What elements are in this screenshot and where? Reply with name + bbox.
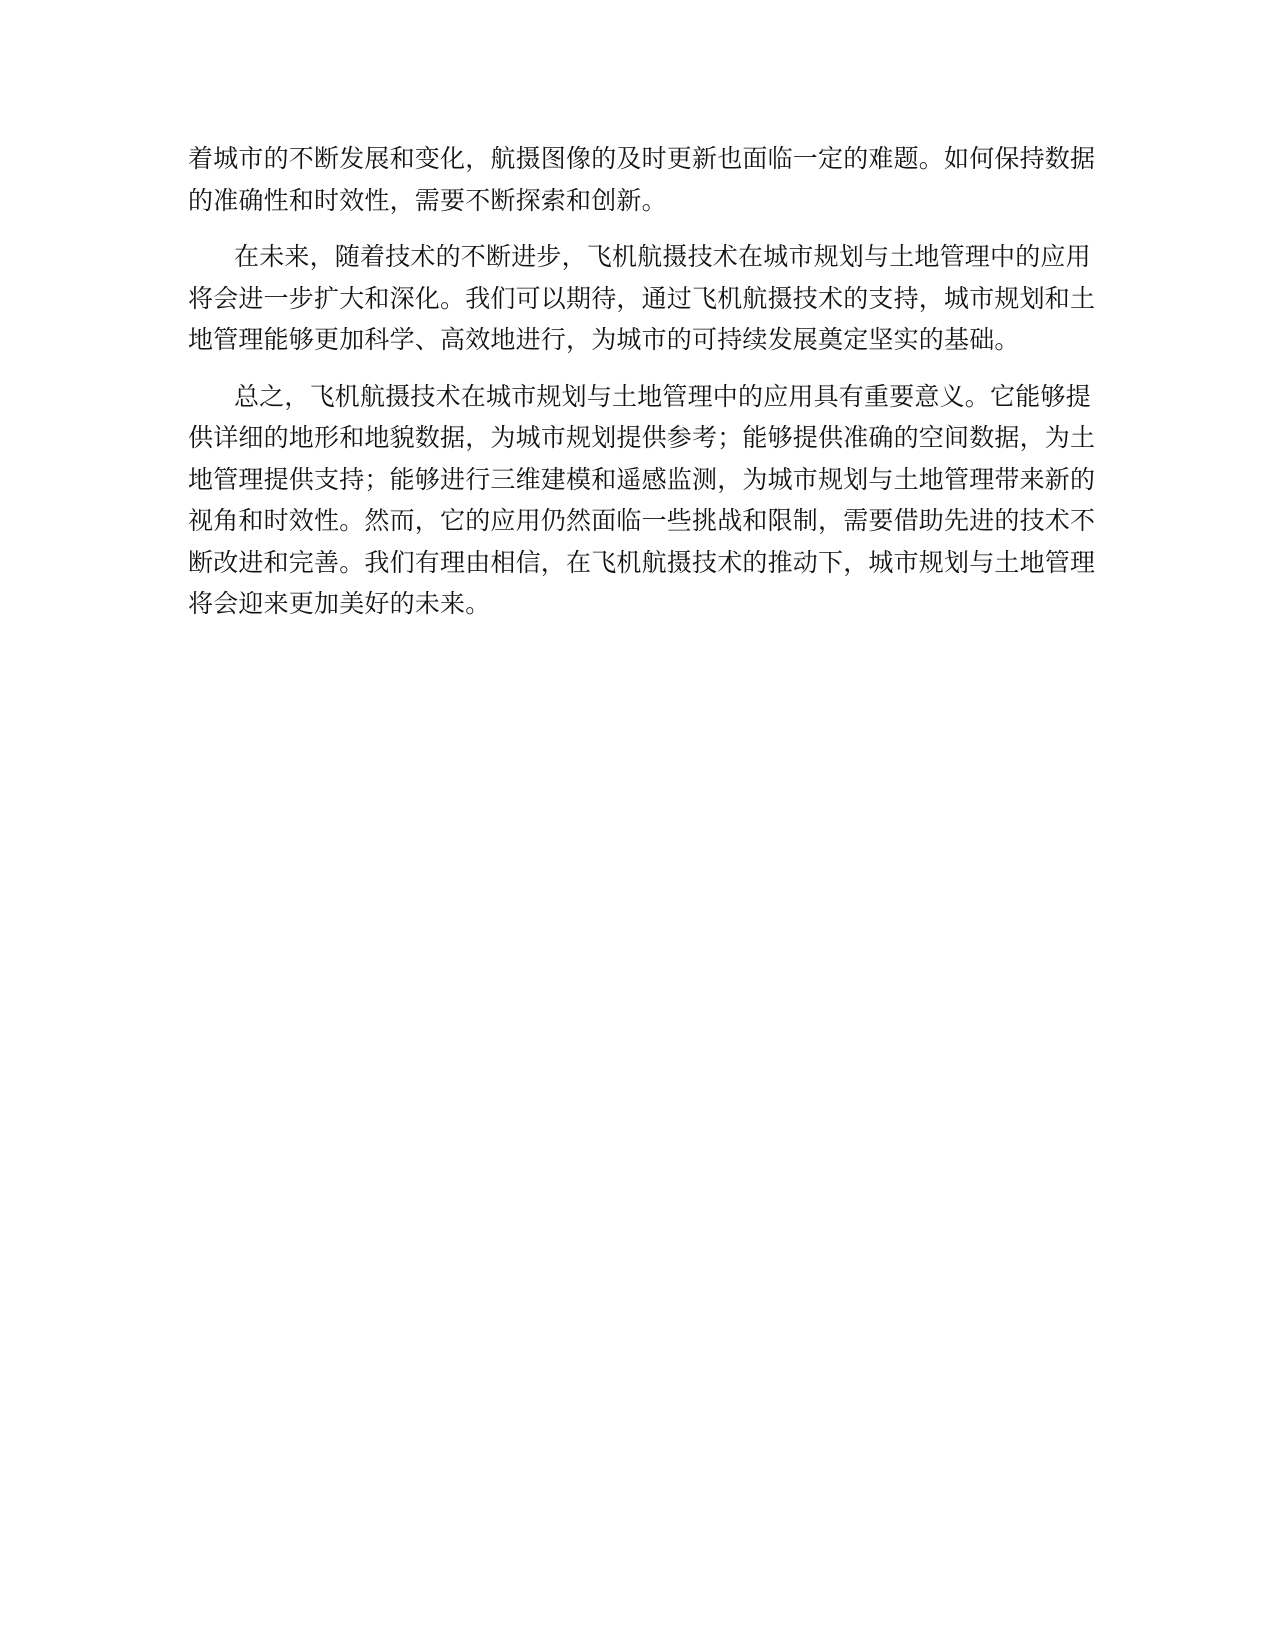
paragraph-line: 总之，飞机航摄技术在城市规划与土地管理中的应用具有重要意义。它能够提 — [234, 381, 1091, 411]
paragraph-line: 视角和时效性。然而，它的应用仍然面临一些挑战和限制，需要借助先进的技术不 — [188, 506, 1096, 535]
body-text — [188, 138, 1096, 640]
paragraph-line: 将会进一步扩大和深化。我们可以期待，通过飞机航摄技术的支持，城市规划和土 — [188, 283, 1096, 313]
paragraph-line: 的准确性和时效性，需要不断探索和创新。 — [188, 185, 667, 215]
paragraph-3 — [188, 376, 1096, 625]
paragraph-line: 地管理提供支持；能够进行三维建模和遥感监测，为城市规划与土地管理带来新的 — [188, 464, 1096, 494]
paragraph-2 — [188, 236, 1096, 361]
paragraph-line: 供详细的地形和地貌数据，为城市规划提供参考；能够提供准确的空间数据，为土 — [188, 423, 1096, 452]
paragraph-line: 断改进和完善。我们有理由相信，在飞机航摄技术的推动下，城市规划与土地管理 — [188, 547, 1096, 577]
paragraph-line: 着城市的不断发展和变化，航摄图像的及时更新也面临一定的难题。如何保持数据 — [188, 144, 1096, 173]
paragraph-1 — [188, 138, 1096, 221]
paragraph-line: 将会迎来更加美好的未来。 — [188, 589, 491, 618]
paragraph-line: 在未来，随着技术的不断进步，飞机航摄技术在城市规划与土地管理中的应用 — [234, 242, 1091, 271]
paragraph-line: 地管理能够更加科学、高效地进行，为城市的可持续发展奠定坚实的基础。 — [188, 325, 1020, 354]
